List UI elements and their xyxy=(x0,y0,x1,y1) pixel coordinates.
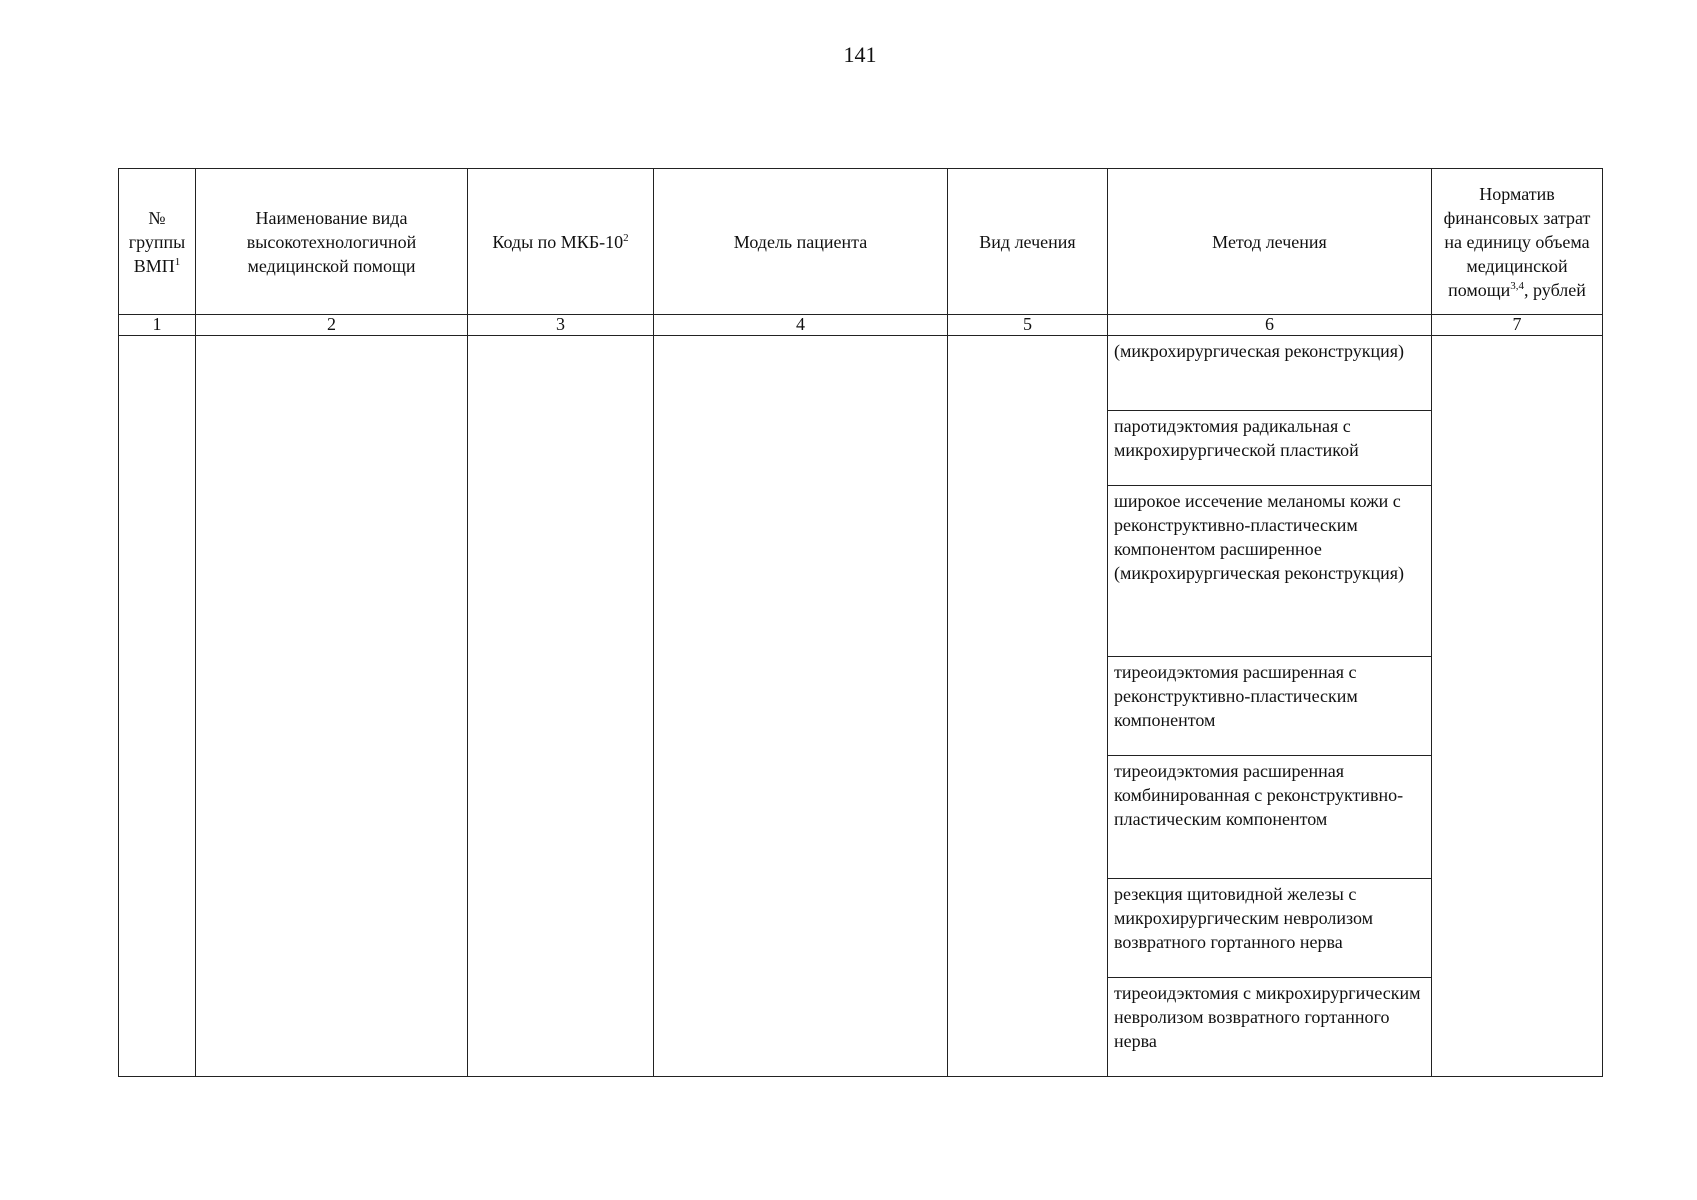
cell-treatment-methods xyxy=(1108,336,1432,1077)
cell-care-type-name xyxy=(196,336,468,1077)
header-treatment-type: Вид лечения xyxy=(948,169,1108,315)
cell-patient-model xyxy=(654,336,948,1077)
method-item: резекция щитовидной железы с микрохирургическим невролизом возвратного гортанного нерва xyxy=(1108,879,1431,978)
page-number: 141 xyxy=(843,42,877,67)
column-number-row xyxy=(119,315,1603,336)
column-number: 6 xyxy=(1108,315,1432,336)
medical-care-table xyxy=(118,168,1603,1077)
header-cost-standard: Норматив финансовых затрат на единицу объема медицинской помощи$^{3,4}$, рублей xyxy=(1432,169,1603,315)
column-number: 7 xyxy=(1432,315,1603,336)
cell-treatment-type xyxy=(948,336,1108,1077)
method-item: тиреоидэктомия расширенная с реконструктивно-пластическим компонентом xyxy=(1108,657,1431,756)
method-item: (микрохирургическая реконструкция) xyxy=(1108,336,1431,411)
header-patient-model: Модель пациента xyxy=(654,169,948,315)
header-treatment-method: Метод лечения xyxy=(1108,169,1432,315)
header-row xyxy=(119,169,1603,315)
column-number: 4 xyxy=(654,315,948,336)
cell-group-number xyxy=(119,336,196,1077)
column-number: 5 xyxy=(948,315,1108,336)
header-care-type-name: Наименование вида высокотехнологичной медицинской помощи xyxy=(196,169,468,315)
method-item: паротидэктомия радикальная с микрохирургической пластикой xyxy=(1108,411,1431,486)
cell-cost-standard xyxy=(1432,336,1603,1077)
column-number: 2 xyxy=(196,315,468,336)
header-icd-codes: Коды по МКБ-$10^2$ xyxy=(468,169,654,315)
method-item: тиреоидэктомия с микрохирургическим невролизом возвратного гортанного нерва xyxy=(1114,983,1421,1051)
header-group-number: № группы ВМП$^1$ xyxy=(119,169,196,315)
table-row xyxy=(119,336,1603,1077)
column-number: 1 xyxy=(119,315,196,336)
cell-icd-codes xyxy=(468,336,654,1077)
method-item: тиреоидэктомия расширенная комбинированная с реконструктивно-пластическим компонентом xyxy=(1108,756,1431,879)
column-number: 3 xyxy=(468,315,654,336)
method-item: широкое иссечение меланомы кожи с реконструктивно-пластическим компонентом расширенное (микрохирургическая реконструкция) xyxy=(1108,486,1431,657)
